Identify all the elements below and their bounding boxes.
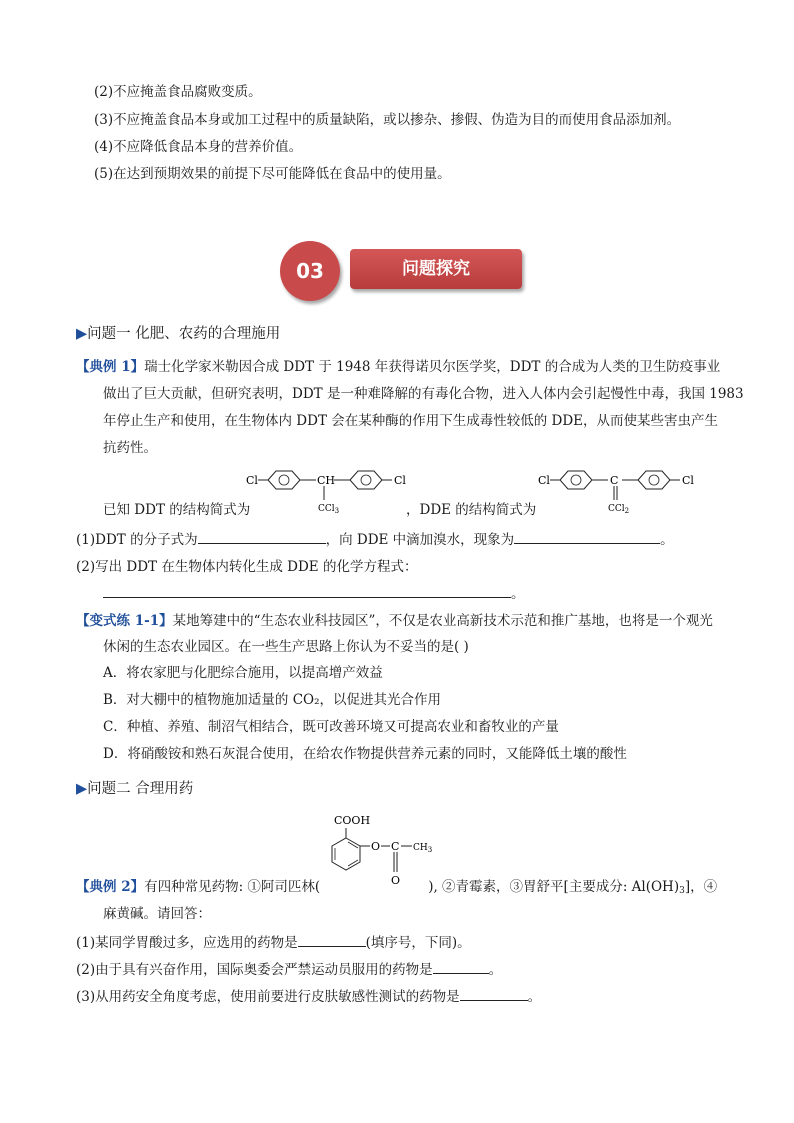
- section-banner: [280, 241, 530, 305]
- variant-1-line-2: 休闲的生态农业园区。在一些生产思路上你认为不妥当的是( ): [103, 639, 469, 655]
- ddt-cl-left: Cl: [246, 474, 258, 487]
- answer-blank-q3[interactable]: [460, 986, 528, 1001]
- example-1-question-2: (2)写出 DDT 在生物体内转化生成 DDE 的化学方程式：: [76, 559, 418, 575]
- variant-1-option-c[interactable]: C．种植、养殖、制沼气相结合，既可改善环境又可提高农业和畜牧业的产量: [103, 719, 559, 735]
- example-1-question-2-answer: 。: [103, 583, 525, 604]
- ddt-structure: [246, 464, 418, 514]
- ddt-ccl3: CCl$_3$: [318, 504, 340, 514]
- example-1-question-1: (1)DDT 的分子式为 ，向 DDE 中滴加溴水，现象为 。: [76, 529, 674, 550]
- example-2-line-1: 【典例 2】有四种常见药物: ①阿司匹林( ), ②青霉素，③胃舒平[主要成分: Al(OH)3]，④: [76, 879, 718, 896]
- triangle-icon: ▶: [76, 781, 88, 797]
- example-2-question-2: (2)由于具有兴奋作用，国际奥委会严禁运动员服用的药物是 。: [76, 959, 502, 980]
- list-item-2: (2)不应掩盖食品腐败变质。: [94, 84, 262, 100]
- problem-2-heading: ▶问题二 合理用药: [76, 781, 194, 797]
- answer-blank-formula[interactable]: [198, 529, 326, 544]
- answer-blank-equation[interactable]: [103, 583, 511, 598]
- dde-ccl2: CCl$_2$: [608, 504, 630, 514]
- dde-cl-left: Cl: [538, 474, 550, 487]
- example-1-line-1: 【典例 1】瑞士化学家米勒因合成 DDT 于 1948 年获得诺贝尔医学奖，DDT 的合成为人类的卫生防疫事业: [76, 359, 721, 375]
- list-item-5: (5)在达到预期效果的前提下尽可能降低在食品中的使用量。: [94, 166, 451, 182]
- variant-1-line-1: 【变式练 1-1】某地筹建中的“生态农业科技园区”，不仅是农业高新技术示范和推广基地，也将是一个观光: [76, 613, 713, 629]
- ddt-cl-right: Cl: [394, 474, 406, 487]
- dde-structure: [538, 464, 710, 514]
- example-1-line-3: 年停止生产和使用，在生物体内 DDT 会在某种酶的作用下生成毒性较低的 DDE，从而使某些害虫产生: [103, 413, 719, 429]
- answer-blank-phenomenon[interactable]: [514, 529, 660, 544]
- formula-intro-a: 已知 DDT 的结构简式为: [103, 502, 251, 518]
- triangle-icon: ▶: [76, 326, 88, 342]
- ddt-ch: CH: [317, 474, 336, 487]
- variant-1-option-d[interactable]: D．将硝酸铵和熟石灰混合使用，在给农作物提供营养元素的同时，又能降低土壤的酸性: [103, 746, 627, 762]
- example-2-tag: 【典例 2】: [76, 879, 145, 895]
- aspirin-o: O: [371, 840, 381, 853]
- section-title: 问题探究: [350, 249, 522, 289]
- list-item-3: (3)不应掩盖食品本身或加工过程中的质量缺陷，或以掺杂、掺假、伪造为目的而使用食品添加剂。: [94, 112, 681, 128]
- dde-c: C: [610, 474, 619, 487]
- aspirin-cooh: COOH: [334, 814, 371, 827]
- aspirin-ch3: $CH_3$: [413, 843, 433, 854]
- formula-intro-b: ，DDE 的结构简式为: [406, 502, 537, 518]
- variant-1-option-b[interactable]: B．对大棚中的植物施加适量的 CO₂，以促进其光合作用: [103, 692, 442, 708]
- example-1-line-2: 做出了巨大贡献，但研究表明，DDT 是一种难降解的有毒化合物，进入人体内会引起慢性中毒，我国 1983: [103, 386, 744, 402]
- answer-blank-q1[interactable]: [298, 932, 366, 947]
- example-2-line-2: 麻黄碱。请回答：: [103, 906, 211, 922]
- example-2-question-1: (1)某同学胃酸过多，应选用的药物是 (填序号，下同)。: [76, 932, 471, 953]
- example-2-question-3: (3)从用药安全角度考虑，使用前要进行皮肤敏感性测试的药物是 。: [76, 986, 541, 1007]
- answer-blank-q2[interactable]: [433, 959, 489, 974]
- dde-cl-right: Cl: [682, 474, 694, 487]
- variant-1-option-a[interactable]: A．将农家肥与化肥综合施用，以提高增产效益: [103, 665, 383, 681]
- example-1-tag: 【典例 1】: [76, 359, 145, 375]
- aspirin-c: C: [391, 840, 400, 853]
- list-item-4: (4)不应降低食品本身的营养价值。: [94, 139, 303, 155]
- aspirin-o-double: O: [391, 874, 401, 887]
- section-number: 03: [280, 241, 340, 301]
- example-1-line-4: 抗药性。: [103, 440, 157, 456]
- problem-1-heading: ▶问题一 化肥、农药的合理施用: [76, 326, 281, 342]
- variant-1-tag: 【变式练 1-1】: [76, 613, 173, 629]
